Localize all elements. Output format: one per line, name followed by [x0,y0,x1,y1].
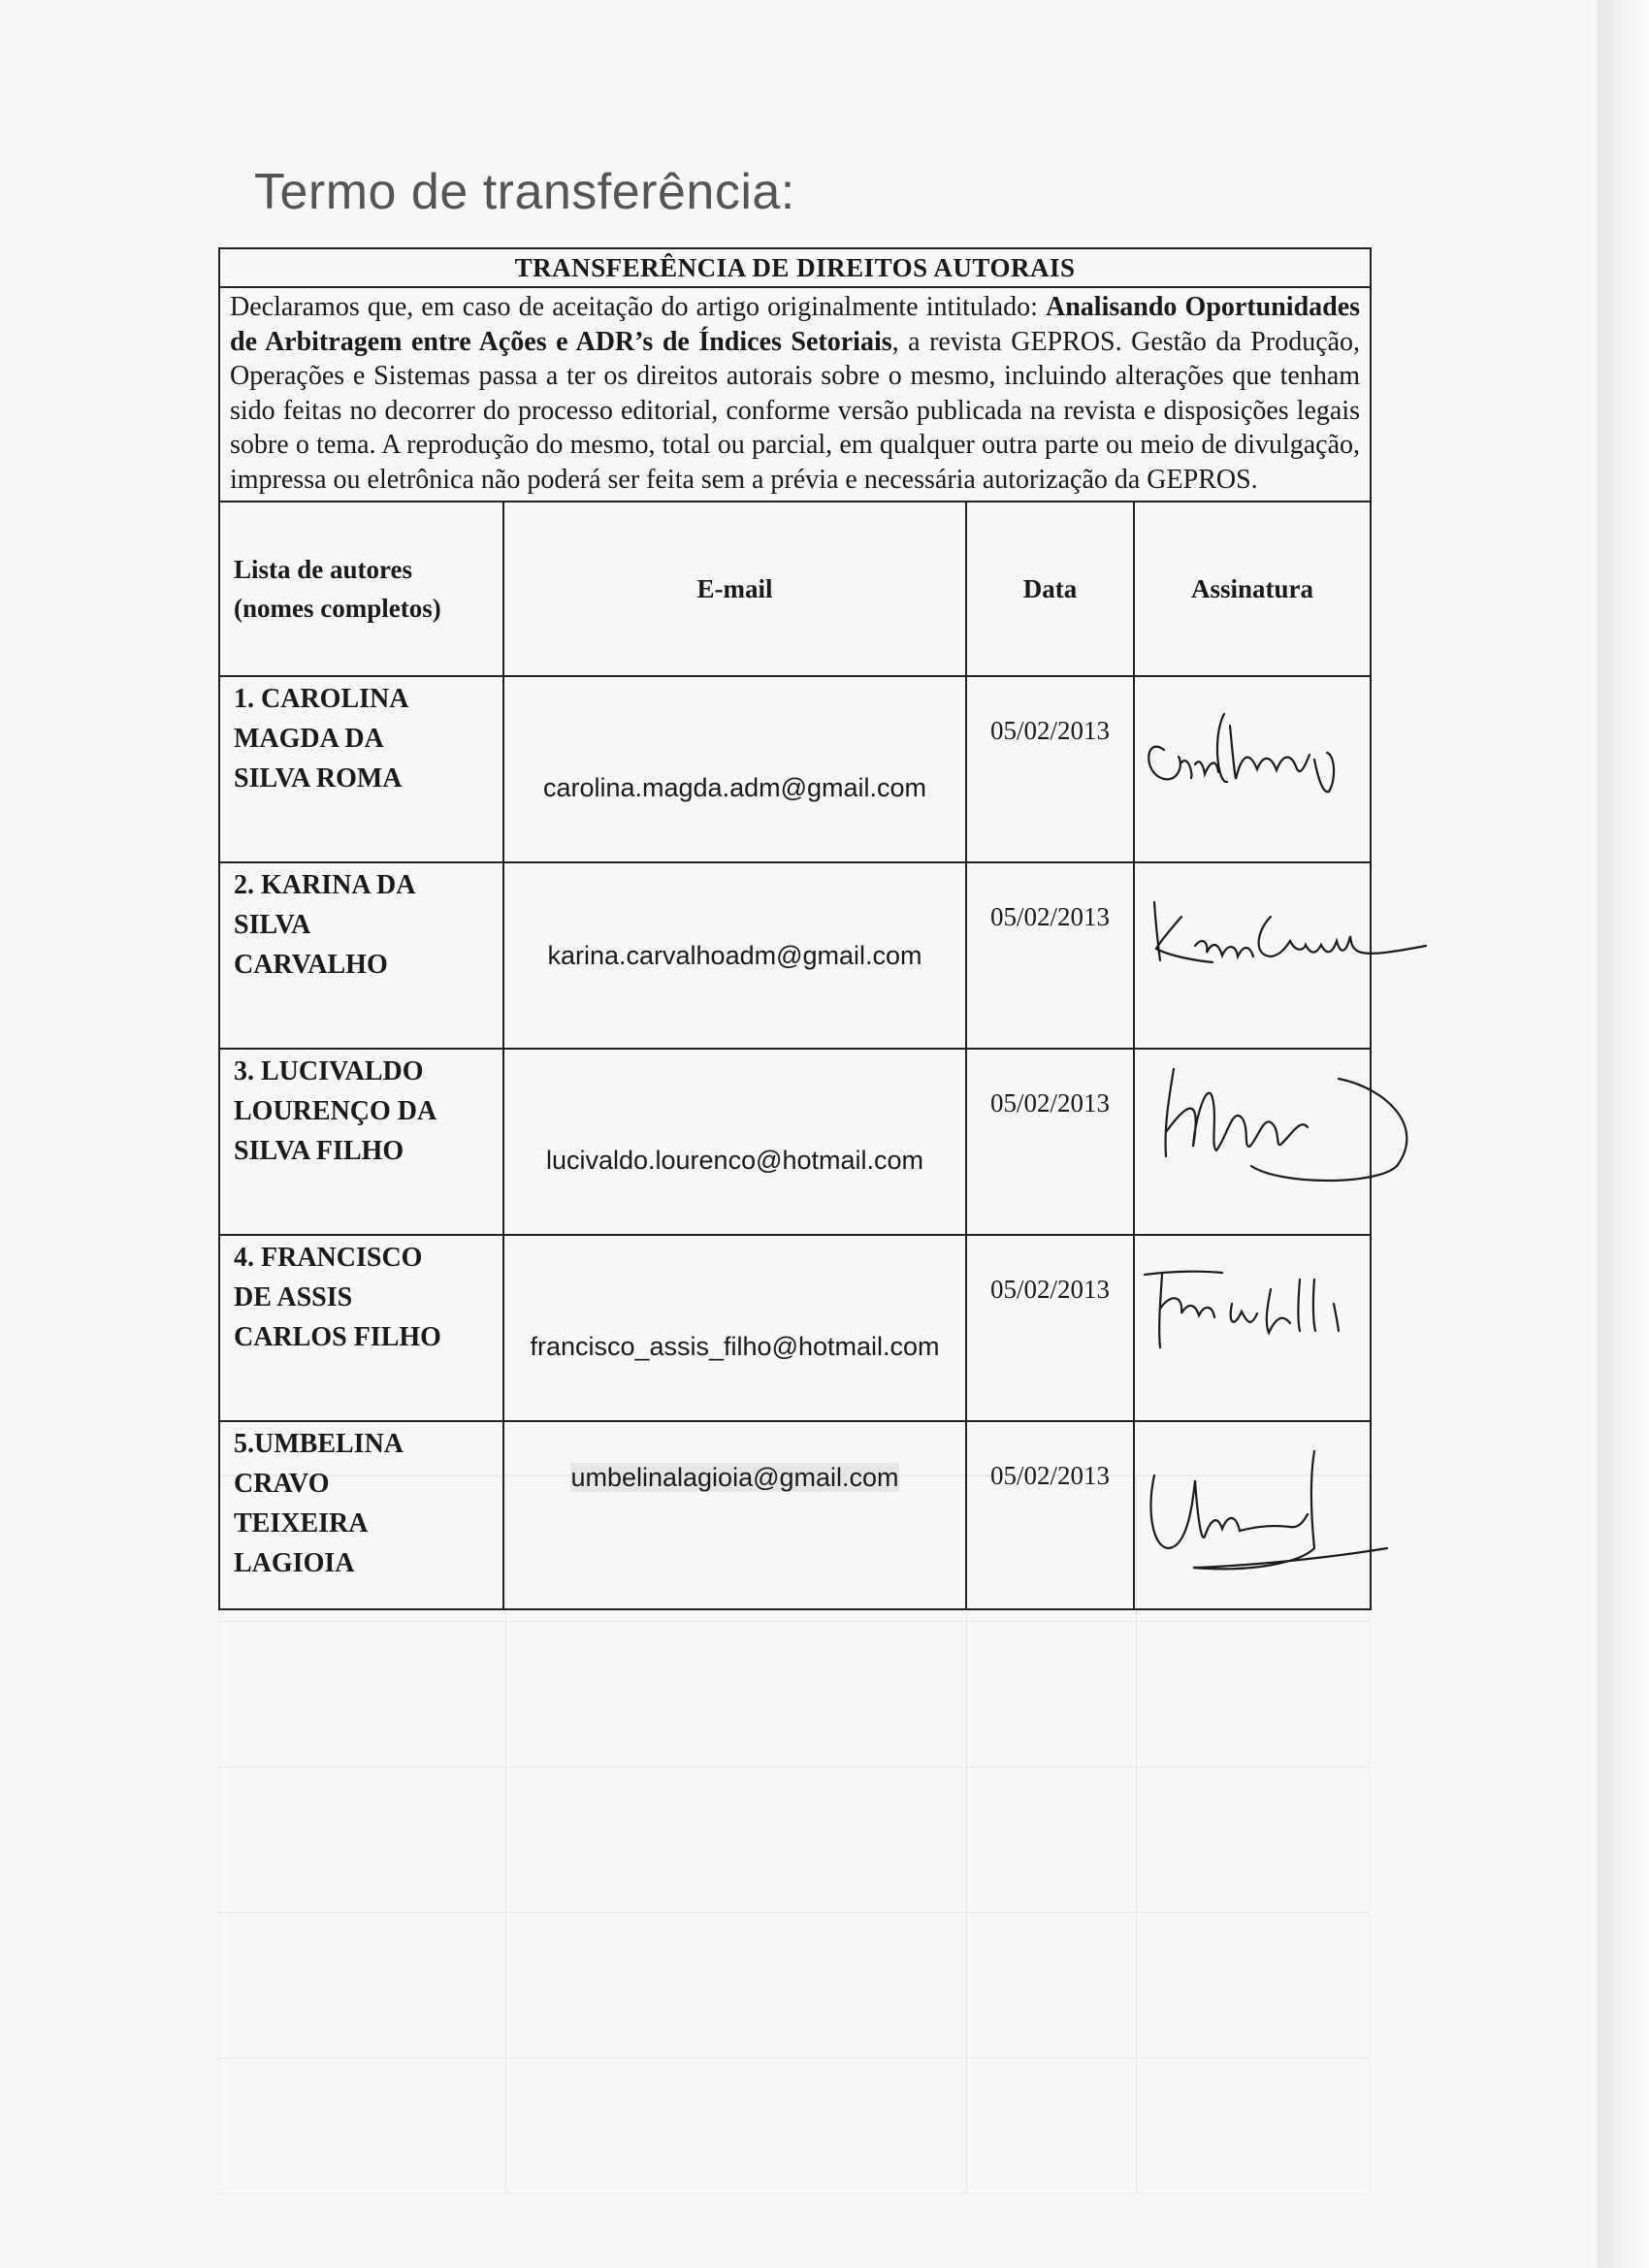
header-email: E-mail [503,502,966,676]
scan-page-edge [1597,0,1649,2268]
handwritten-signature [1135,1422,1372,1604]
table-row [219,862,1371,1049]
author-name: 1. CAROLINA MAGDA DA SILVA ROMA [219,676,503,862]
signature-umbelina [1134,1421,1371,1609]
table-header-row [219,502,1371,676]
signature-karina [1134,862,1371,1049]
table-row [219,676,1371,862]
declaration-intro: Declaramos que, em caso de aceitação do artigo originalmente intitulado: [230,292,1047,322]
header-date: Data [966,502,1134,676]
author-email: lucivaldo.lourenco@hotmail.com [503,1049,966,1235]
handwritten-signature [1135,1236,1372,1380]
signature-francisco [1134,1235,1371,1421]
handwritten-signature [1135,677,1372,822]
rights-transfer-table [218,247,1372,1610]
author-name: 3. LUCIVALDO LOURENÇO DA SILVA FILHO [219,1049,503,1235]
handwritten-signature [1135,863,1372,1008]
signature-carolina [1134,676,1371,862]
header-signature: Assinatura [1134,502,1371,676]
author-email: francisco_assis_filho@hotmail.com [503,1235,966,1421]
table-row [219,1049,1371,1235]
table-row [219,1421,1371,1609]
handwritten-signature [1135,1050,1372,1194]
author-date: 05/02/2013 [966,676,1134,862]
author-email [503,1421,966,1609]
author-date: 05/02/2013 [966,1421,1134,1609]
article-title: Analisando Oportunidades de Arbitragem entre Ações e ADR’s de Índices Setoriais [230,292,1361,357]
header-authors [219,502,503,676]
author-name: 2. KARINA DA SILVA CARVALHO [219,862,503,1049]
signature-lucivaldo [1134,1049,1371,1235]
header-authors-line2: (nomes completos) [234,594,441,623]
author-email: karina.carvalhoadm@gmail.com [503,862,966,1049]
author-name: 4. FRANCISCO DE ASSIS CARLOS FILHO [219,1235,503,1421]
header-authors-line1: Lista de autores [234,555,413,584]
author-name: 5.UMBELINA CRAVO TEIXEIRA LAGIOIA [219,1421,503,1609]
author-date: 05/02/2013 [966,862,1134,1049]
author-email: carolina.magda.adm@gmail.com [503,676,966,862]
declaration-text [219,287,1371,502]
page-title: Termo de transferência: [254,164,795,220]
declaration-body: , a revista GEPROS. Gestão da Produção, Operações e Sistemas passa a ter os direitos autorais sobre o mesmo, incluindo alterações que tenham sido feitas no decorrer do processo editorial, conforme versão publicada na revista e disposições legais sobre o tema. A reprodução do mesmo, total ou parcial, em qualquer outra parte ou meio de divulgação, impressa ou eletrônica não poderá ser feita sem a prévia e necessária autorização da GEPROS. [230,326,1361,495]
email-highlight: umbelinalagioia@gmail.com [570,1463,899,1492]
author-date: 05/02/2013 [966,1235,1134,1421]
table-row [219,1235,1371,1421]
author-date: 05/02/2013 [966,1049,1134,1235]
form-title: TRANSFERÊNCIA DE DIREITOS AUTORAIS [219,248,1371,287]
